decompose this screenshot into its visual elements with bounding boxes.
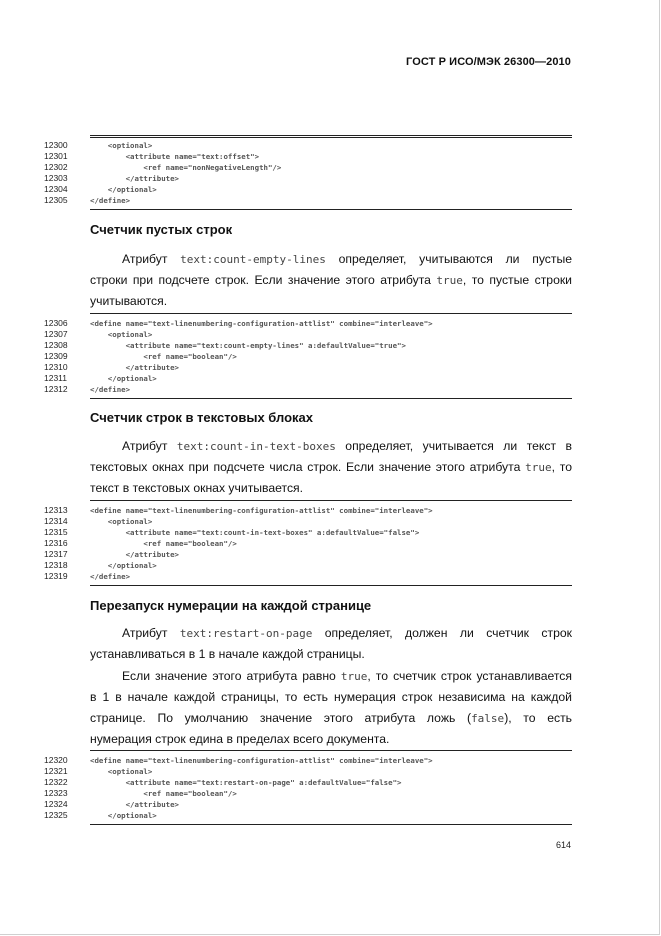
code-block-top-rule xyxy=(90,750,572,751)
code-block-bottom-rule xyxy=(90,585,572,586)
line-number: 12323 xyxy=(44,788,68,798)
paragraph-line: в 1 в начале каждой страницы, то есть нумерация строк независима на каждой xyxy=(90,690,572,704)
line-number: 12302 xyxy=(44,162,68,172)
line-number: 12319 xyxy=(44,571,68,581)
page-number: 614 xyxy=(556,840,572,850)
section-heading-restart: Перезапуск нумерации на каждой странице xyxy=(90,598,372,613)
code-text: <attribute name="text:offset"> xyxy=(90,152,260,161)
inline-code: true xyxy=(436,274,463,287)
document-header-title: ГОСТ Р ИСО/МЭК 26300—2010 xyxy=(406,56,571,68)
code-text: <ref name="boolean"/> xyxy=(90,352,237,361)
paragraph-line: текстовых окнах при подсчете числа строк. Если значение этого атрибута true, то xyxy=(90,460,572,474)
inline-code: text:count-empty-lines xyxy=(180,253,326,266)
code-text: <attribute name="text:count-empty-lines" a:defaultValue="true"> xyxy=(90,341,406,350)
line-number: 12314 xyxy=(44,516,68,526)
code-text: </optional> xyxy=(90,374,157,383)
code-text: </optional> xyxy=(90,811,157,820)
line-number: 12313 xyxy=(44,505,68,515)
code-text: </attribute> xyxy=(90,800,179,809)
paragraph-line: Атрибут text:count-empty-lines определяет, учитываются ли пустые xyxy=(122,252,572,266)
paragraph-line: Атрибут text:count-in-text-boxes определяет, учитывается ли текст в xyxy=(122,439,572,453)
line-number: 12309 xyxy=(44,351,68,361)
code-text: </attribute> xyxy=(90,174,179,183)
code-text: <define name="text-linenumbering-configuration-attlist" combine="interleave"> xyxy=(90,506,433,515)
code-block-top-rule xyxy=(90,313,572,314)
line-number: 12316 xyxy=(44,538,68,548)
code-text: </attribute> xyxy=(90,363,179,372)
paragraph-line: Атрибут text:restart-on-page определяет, должен ли счетчик строк xyxy=(122,626,572,640)
paragraph-line: устанавливаться в 1 в начале каждой страницы. xyxy=(90,647,365,661)
code-text: <optional> xyxy=(90,517,153,526)
code-text: <ref name="boolean"/> xyxy=(90,789,237,798)
code-text: <optional> xyxy=(90,141,153,150)
paragraph-line: текст в текстовых окнах учитывается. xyxy=(90,481,304,495)
code-block-bottom-rule xyxy=(90,209,572,210)
line-number: 12312 xyxy=(44,384,68,394)
line-number: 12324 xyxy=(44,799,68,809)
code-block-bottom-rule xyxy=(90,398,572,399)
line-number: 12310 xyxy=(44,362,68,372)
code-text: <optional> xyxy=(90,330,153,339)
line-number: 12308 xyxy=(44,340,68,350)
code-block-bottom-rule xyxy=(90,824,572,825)
paragraph-line: нумерация строк едина в пределах всего документа. xyxy=(90,732,390,746)
code-text: <attribute name="text:restart-on-page" a:defaultValue="false"> xyxy=(90,778,402,787)
code-text: <define name="text-linenumbering-configuration-attlist" combine="interleave"> xyxy=(90,319,433,328)
inline-code: true xyxy=(340,670,368,683)
code-text: </define> xyxy=(90,572,131,581)
section-heading-text-boxes: Счетчик строк в текстовых блоках xyxy=(90,410,313,425)
code-text: </optional> xyxy=(90,185,157,194)
code-text: </define> xyxy=(90,196,131,205)
line-number: 12306 xyxy=(44,318,68,328)
line-number: 12320 xyxy=(44,755,68,765)
line-number: 12300 xyxy=(44,140,68,150)
line-number: 12301 xyxy=(44,151,68,161)
line-number: 12304 xyxy=(44,184,68,194)
section-heading-empty-lines: Счетчик пустых строк xyxy=(90,222,233,237)
paragraph-line: учитываются. xyxy=(90,294,168,308)
line-number: 12317 xyxy=(44,549,68,559)
inline-code: true xyxy=(525,461,552,474)
line-number: 12315 xyxy=(44,527,68,537)
line-number: 12325 xyxy=(44,810,68,820)
code-text: </define> xyxy=(90,385,131,394)
code-text: </optional> xyxy=(90,561,157,570)
paragraph-line: строки при подсчете строк. Если значение этого атрибута true, то пустые строки xyxy=(90,273,572,287)
paragraph-line: странице. По умолчанию значение этого атрибута ложь (false), то есть xyxy=(90,711,572,725)
line-number: 12322 xyxy=(44,777,68,787)
line-number: 12305 xyxy=(44,195,68,205)
inline-code: text:restart-on-page xyxy=(179,627,313,640)
code-block-top-rule xyxy=(90,500,572,501)
code-block-top-rule xyxy=(90,135,572,136)
line-number: 12303 xyxy=(44,173,68,183)
code-text: <ref name="nonNegativeLength"/> xyxy=(90,163,282,172)
code-text: <attribute name="text:count-in-text-boxes" a:defaultValue="false"> xyxy=(90,528,420,537)
code-text: <ref name="boolean"/> xyxy=(90,539,237,548)
line-number: 12321 xyxy=(44,766,68,776)
code-text: <define name="text-linenumbering-configuration-attlist" combine="interleave"> xyxy=(90,756,433,765)
line-number: 12307 xyxy=(44,329,68,339)
code-text: <optional> xyxy=(90,767,153,776)
line-number: 12318 xyxy=(44,560,68,570)
inline-code: text:count-in-text-boxes xyxy=(176,440,336,453)
paragraph-line: Если значение этого атрибута равно true, то счетчик строк устанавливается xyxy=(122,669,572,683)
line-number: 12311 xyxy=(44,373,68,383)
code-text: </attribute> xyxy=(90,550,179,559)
inline-code: false xyxy=(471,712,505,725)
